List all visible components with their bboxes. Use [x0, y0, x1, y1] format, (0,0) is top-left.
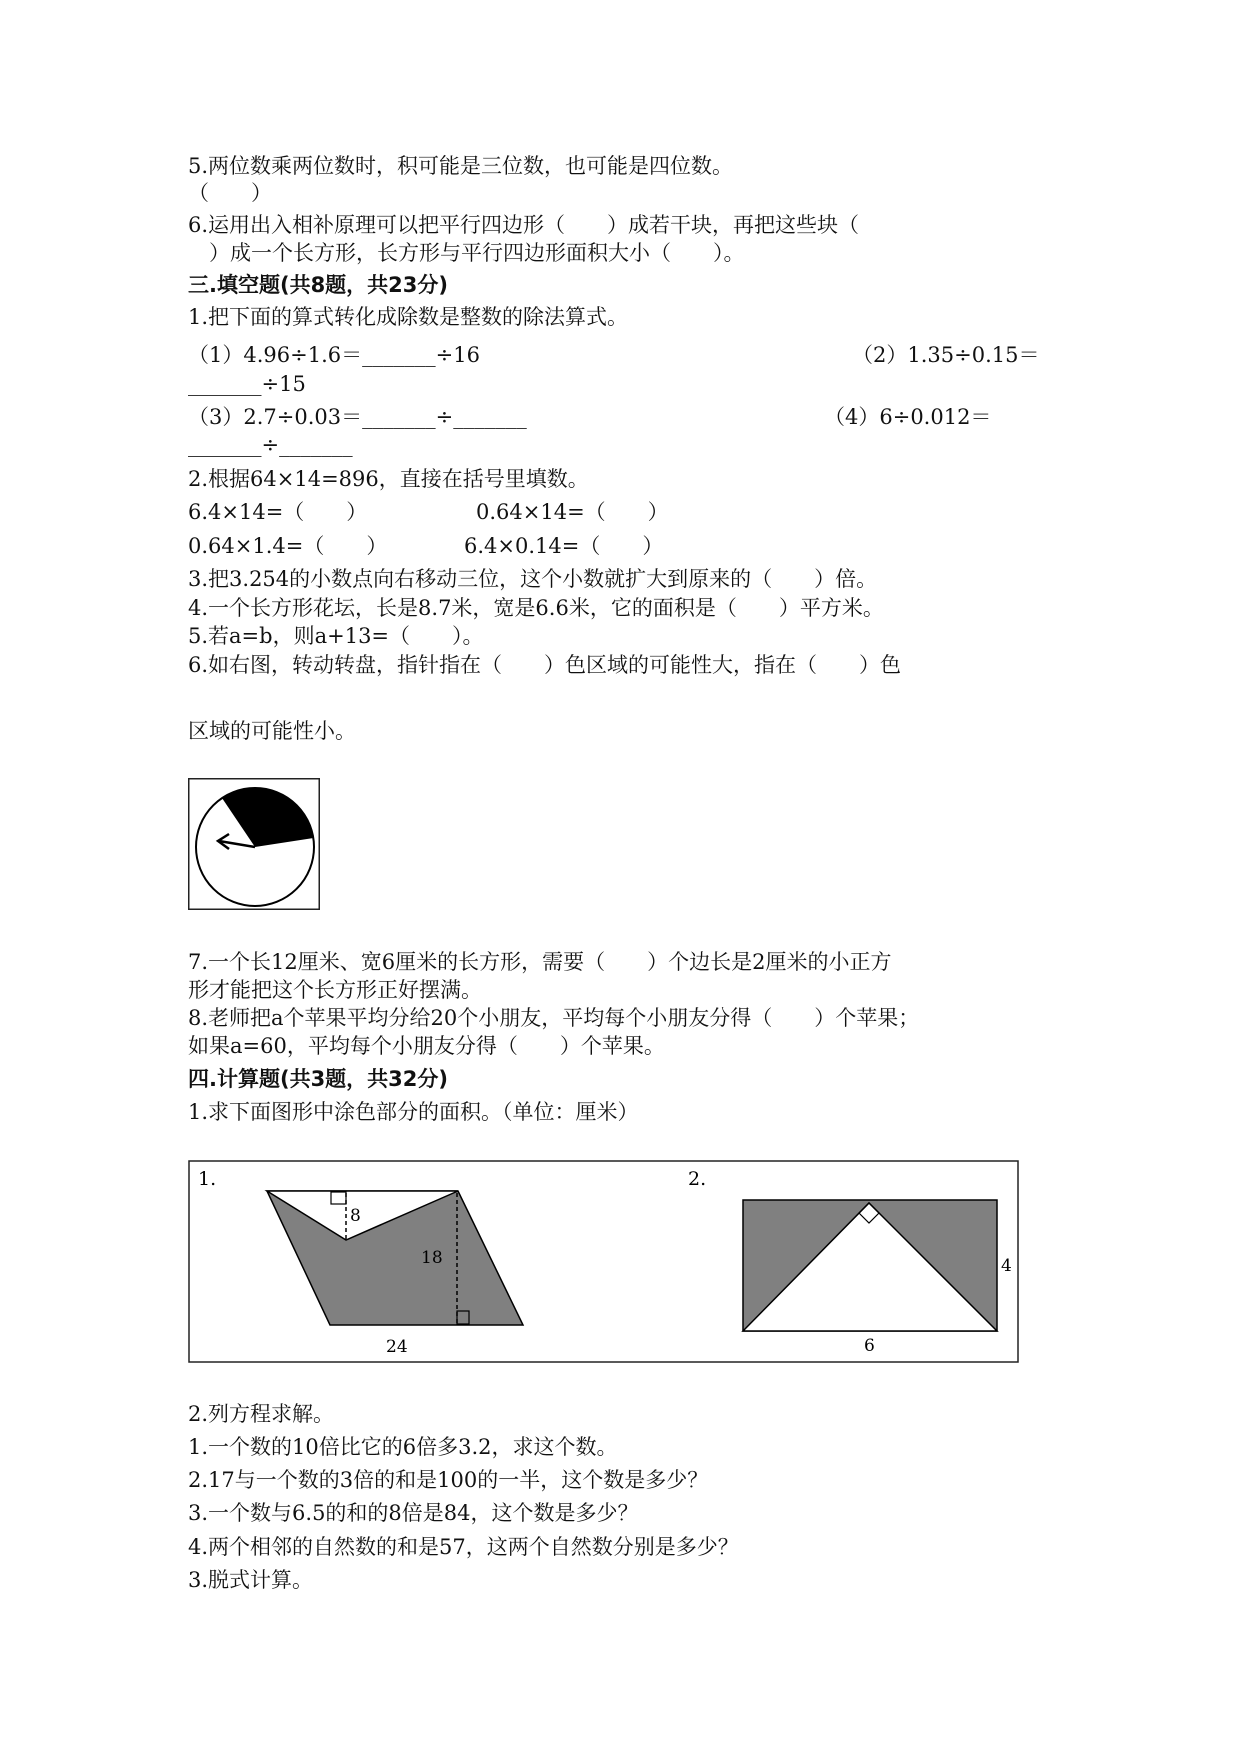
s4-q2-2: 2.17与一个数的3倍的和是100的一半，这个数是多少？: [188, 1468, 709, 1492]
fig1-label: 1.: [198, 1168, 217, 1190]
fig2-label: 2.: [688, 1168, 707, 1190]
fig2-height-label: 4: [1001, 1256, 1012, 1276]
s4-q2: 2.列方程求解。: [188, 1402, 335, 1426]
judge-q6-line2: ）成一个长方形，长方形与平行四边形面积大小（ ）。: [188, 241, 745, 265]
fig2-width-label: 6: [864, 1336, 875, 1356]
s3-q2-b: 0.64×14=（ ）: [476, 500, 669, 524]
fig1-h1-label: 8: [350, 1206, 361, 1226]
s3-q8-line2: 如果a=60，平均每个小朋友分得（ ）个苹果。: [188, 1034, 665, 1058]
judge-q5: 5.两位数乘两位数时，积可能是三位数，也可能是四位数。: [188, 154, 734, 178]
s3-q2: 2.根据64×14=896，直接在括号里填数。: [188, 467, 589, 491]
s3-q7-line1: 7.一个长12厘米、宽6厘米的长方形，需要（ ）个边长是2厘米的小正方: [188, 950, 892, 974]
s3-q1-4: （4）6÷0.012＝: [824, 405, 992, 429]
judge-q6-line1: 6.运用出入相补原理可以把平行四边形（ ）成若干块，再把这些块（: [188, 213, 860, 237]
s3-q6-line1: 6.如右图，转动转盘，指针指在（ ）色区域的可能性大，指在（ ）色: [188, 653, 902, 677]
fig1-h2-label: 18: [421, 1248, 443, 1268]
s3-q1: 1.把下面的算式转化成除数是整数的除法算式。: [188, 305, 629, 329]
s4-q1: 1.求下面图形中涂色部分的面积。（单位：厘米）: [188, 1100, 639, 1124]
s3-q2-c: 0.64×1.4=（ ）: [188, 534, 388, 558]
s3-q8-line1: 8.老师把a个苹果平均分给20个小朋友，平均每个小朋友分得（ ）个苹果；: [188, 1006, 920, 1030]
s4-q2-4: 4.两个相邻的自然数的和是57，这两个自然数分别是多少？: [188, 1535, 739, 1559]
s3-q1-4-cont: _______÷_______: [188, 433, 353, 457]
s3-q1-3: （3）2.7÷0.03＝_______÷_______: [188, 405, 527, 429]
s3-q3: 3.把3.254的小数点向右移动三位，这个小数就扩大到原来的（ ）倍。: [188, 567, 878, 591]
s3-q1-1: （1）4.96÷1.6＝_______÷16: [188, 343, 480, 367]
fig1-base-label: 24: [386, 1337, 408, 1357]
s3-q1-2: （2）1.35÷0.15＝: [852, 343, 1040, 367]
s3-q2-a: 6.4×14=（ ）: [188, 500, 368, 524]
section4-title: 四.计算题(共3题，共32分): [188, 1067, 449, 1091]
s4-q2-1: 1.一个数的10倍比它的6倍多3.2，求这个数。: [188, 1435, 618, 1459]
s4-q2-3: 3.一个数与6.5的和的8倍是84，这个数是多少？: [188, 1501, 639, 1525]
s3-q7-line2: 形才能把这个长方形正好摆满。: [188, 978, 482, 1002]
area-figures: [188, 1160, 1020, 1364]
s3-q6-line2: 区域的可能性小。: [188, 719, 356, 743]
section3-title: 三.填空题(共8题，共23分): [188, 273, 449, 297]
s4-q3: 3.脱式计算。: [188, 1568, 314, 1592]
s3-q1-2-cont: _______÷15: [188, 372, 306, 396]
s3-q2-d: 6.4×0.14=（ ）: [464, 534, 664, 558]
spinner-figure: [188, 778, 320, 910]
s3-q4: 4.一个长方形花坛，长是8.7米，宽是6.6米，它的面积是（ ）平方米。: [188, 596, 884, 620]
s3-q5: 5.若a=b，则a+13=（ ）。: [188, 624, 484, 648]
judge-q5-paren: （ ）: [188, 181, 272, 205]
